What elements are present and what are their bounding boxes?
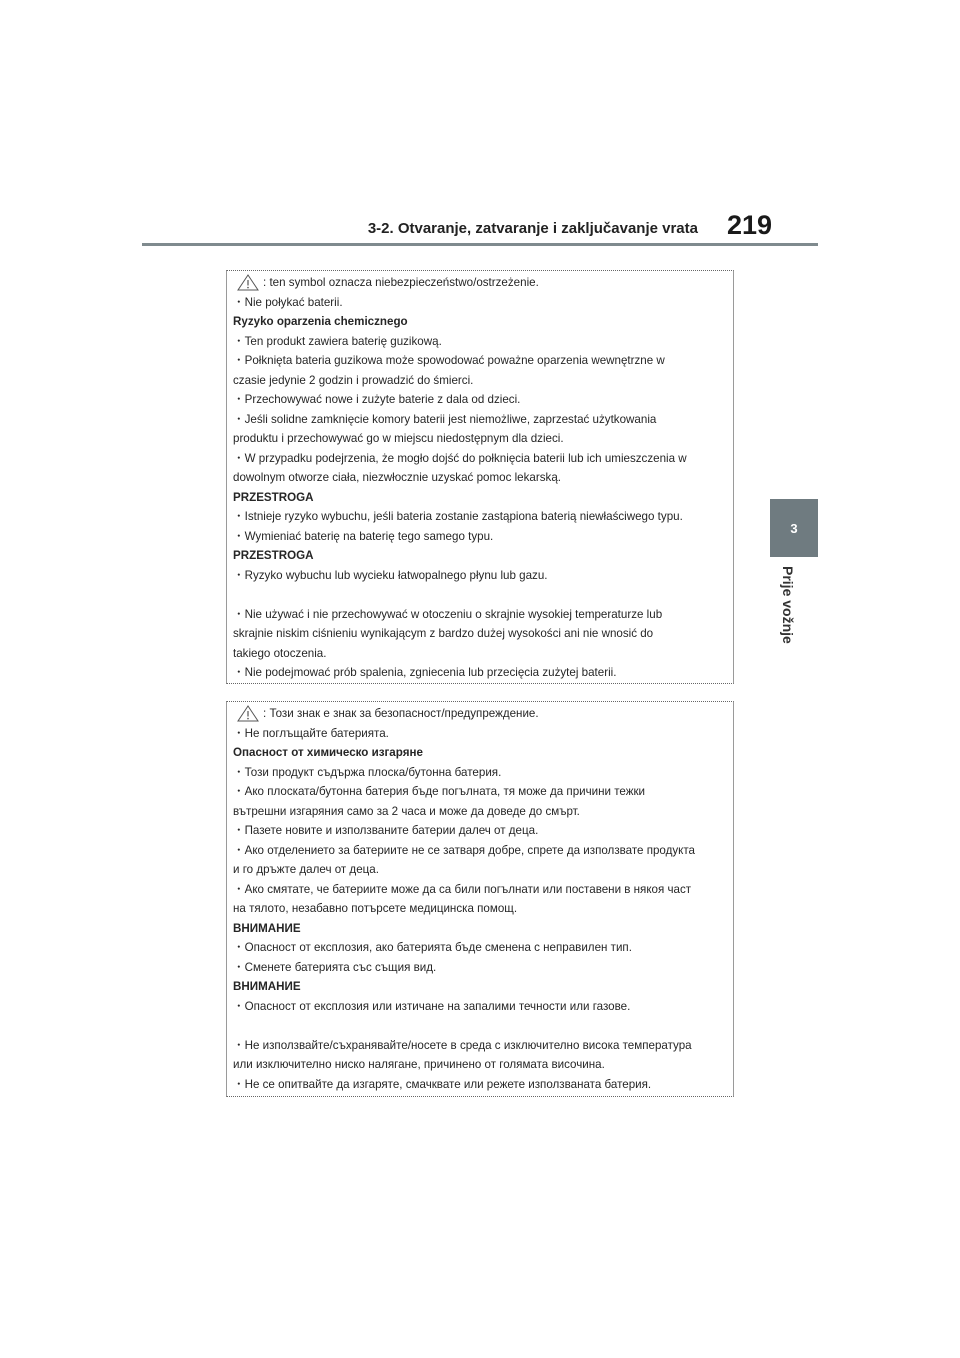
warning-line: takiego otoczenia.: [233, 646, 327, 660]
warning-line: ・Сменете батерията със същия вид.: [233, 960, 437, 974]
warning-line: ・Nie podejmować prób spalenia, zgniecenia lub przecięcia zużytej baterii.: [233, 666, 617, 679]
section-title: 3-2. Otvaranje, zatvaranje i zaključavanje vrata: [367, 220, 698, 237]
warning-heading: PRZESTROGA: [233, 490, 314, 504]
warning-line: dowolnym otworze ciała, niezwłocznie uzyskać pomoc lekarską.: [233, 471, 561, 484]
warning-line: ・Не поглъщайте батерията.: [233, 726, 389, 740]
warning-line: ・Wymieniać baterię na baterię tego samego typu.: [233, 529, 494, 543]
warning-box-bulgarian: [226, 701, 734, 1097]
symbol-explanation: [233, 273, 733, 293]
warning-heading: Ryzyko oparzenia chemicznego: [233, 315, 408, 328]
warning-heading: PRZESTROGA: [233, 549, 314, 562]
warning-line: ・W przypadku podejrzenia, że mogło dojść do połknięcia baterii lub ich umieszczenia w: [233, 451, 687, 465]
warning-line: ・Jeśli solidne zamknięcie komory baterii jest niemożliwe, zaprzestać użytkowania: [233, 412, 657, 426]
warning-line: вътрешни изгаряния само за 2 часа и може да доведе до смърт.: [233, 804, 580, 818]
warning-triangle-icon: [237, 274, 259, 291]
warning-line: ・Połknięta bateria guzikowa może spowodować poważne oparzenia wewnętrzne w: [233, 354, 665, 367]
symbol-text: : Този знак е знак за безопасност/предупреждение.: [263, 707, 539, 720]
warning-line: produktu i przechowywać go w miejscu niedostępnym dla dzieci.: [233, 432, 564, 445]
warning-line: [233, 585, 733, 605]
symbol-text: : ten symbol oznacza niebezpieczeństwo/ostrzeżenie.: [263, 276, 539, 289]
warning-line: skrajnie niskim ciśnieniu wynikającym z bardzo dużej wysokości ani nie wnosić do: [233, 627, 654, 640]
warning-line: ・Przechowywać nowe i zużyte baterie z dala od dzieci.: [233, 393, 521, 406]
chapter-number: 3: [790, 520, 798, 536]
warning-heading: Опасност от химическо изгаряне: [233, 746, 423, 759]
warning-line: на тялото, незабавно потърсете медицинска помощ.: [233, 902, 518, 915]
warning-line: ・Ryzyko wybuchu lub wycieku łatwopalnego płynu lub gazu.: [233, 568, 548, 582]
page-header: [142, 210, 818, 246]
warning-triangle-icon: [237, 705, 259, 722]
page-number: 219: [726, 210, 772, 240]
warning-line: ・Ten produkt zawiera baterię guzikową.: [233, 334, 442, 348]
warning-heading: ВНИМАНИЕ: [233, 980, 301, 993]
warning-heading: ВНИМАНИЕ: [233, 921, 301, 935]
warning-line: ・Не използвайте/съхранявайте/носете в среда с изключително висока температура: [233, 1038, 692, 1052]
chapter-label: Prije vožnje: [780, 566, 796, 644]
warning-line: или изключително ниско налягане, причинено от голямата височина.: [233, 1058, 605, 1071]
warning-line: ・Ако отделението за батериите не се затваря добре, спрете да използвате продукта: [233, 843, 696, 857]
warning-line: ・Nie używać i nie przechowywać w otoczeniu o skrajnie wysokiej temperaturze lub: [233, 607, 663, 621]
warning-line: ・Ако смятате, че батериите може да са били погълнати или поставени в някоя част: [233, 882, 692, 896]
warning-line: и го дръжте далеч от деца.: [233, 863, 379, 876]
header-divider: [142, 243, 818, 246]
warning-line: [233, 1016, 733, 1036]
warning-line: ・Не се опитвайте да изгаряте, смачквате или режете използваната батерия.: [233, 1077, 652, 1091]
warning-line: ・Пазете новите и използваните батерии далеч от деца.: [233, 824, 539, 837]
warning-line: ・Опасност от експлозия, ако батерията бъде сменена с неправилен тип.: [233, 941, 632, 954]
warning-line: ・Nie połykać baterii.: [233, 295, 343, 309]
warning-line: ・Ако плоската/бутонна батерия бъде погълната, тя може да причини тежки: [233, 785, 646, 798]
symbol-explanation: [233, 704, 733, 724]
chapter-tab: [770, 499, 818, 557]
warning-box-polish: [226, 270, 734, 684]
warning-line: ・Този продукт съдържа плоска/бутонна батерия.: [233, 765, 502, 779]
warning-line: ・Istnieje ryzyko wybuchu, jeśli bateria zostanie zastąpiona baterią niewłaściwego typu.: [233, 510, 683, 523]
warning-line: czasie jedynie 2 godzin i prowadzić do śmierci.: [233, 373, 474, 387]
warning-line: ・Опасност от експлозия или изтичане на запалими течности или газове.: [233, 999, 631, 1013]
